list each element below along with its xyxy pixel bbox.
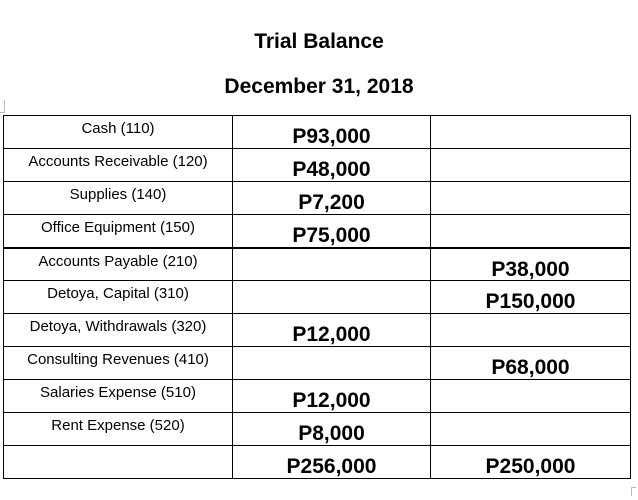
debit-amount: P12,000: [233, 314, 431, 347]
table-row: [4, 215, 631, 248]
account-name: Consulting Revenues (410): [4, 347, 233, 380]
account-name: Accounts Payable (210): [4, 248, 233, 281]
debit-amount: [233, 248, 431, 281]
table-row: [4, 149, 631, 182]
table-row: [4, 413, 631, 446]
table-row: [4, 182, 631, 215]
credit-amount: P150,000: [431, 281, 631, 314]
debit-amount: P48,000: [233, 149, 431, 182]
page-corner-mark: [631, 487, 636, 496]
debit-amount: P12,000: [233, 380, 431, 413]
credit-amount: [431, 182, 631, 215]
account-name: Supplies (140): [4, 182, 233, 215]
table-row: [4, 347, 631, 380]
credit-amount: [431, 314, 631, 347]
table-row: [4, 314, 631, 347]
total-debit: P256,000: [233, 446, 431, 479]
credit-amount: [431, 116, 631, 149]
account-name: Salaries Expense (510): [4, 380, 233, 413]
table-row: [4, 380, 631, 413]
document-date: December 31, 2018: [224, 75, 414, 98]
debit-amount: P93,000: [233, 116, 431, 149]
credit-amount: [431, 215, 631, 248]
table-row: [4, 116, 631, 149]
table-row: [4, 281, 631, 314]
debit-amount: P8,000: [233, 413, 431, 446]
account-name: Detoya, Capital (310): [4, 281, 233, 314]
page-corner-mark: [0, 100, 5, 113]
credit-amount: P68,000: [431, 347, 631, 380]
debit-amount: [233, 347, 431, 380]
trial-balance-table: [3, 115, 631, 479]
account-name: Detoya, Withdrawals (320): [4, 314, 233, 347]
credit-amount: [431, 149, 631, 182]
credit-amount: P38,000: [431, 248, 631, 281]
debit-amount: P7,200: [233, 182, 431, 215]
account-name: Accounts Receivable (120): [4, 149, 233, 182]
total-credit: P250,000: [431, 446, 631, 479]
account-name: Office Equipment (150): [4, 215, 233, 248]
document-title: Trial Balance: [254, 30, 384, 53]
credit-amount: [431, 380, 631, 413]
totals-row: [4, 446, 631, 479]
credit-amount: [431, 413, 631, 446]
account-name: Rent Expense (520): [4, 413, 233, 446]
table-row: [4, 248, 631, 281]
debit-amount: P75,000: [233, 215, 431, 248]
account-name: Cash (110): [4, 116, 233, 149]
debit-amount: [233, 281, 431, 314]
totals-label: [4, 446, 233, 479]
